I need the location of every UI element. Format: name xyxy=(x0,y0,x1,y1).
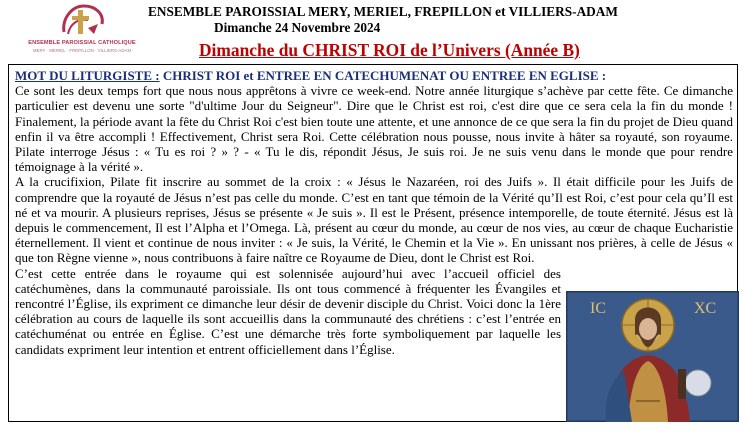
paragraph-3: C’est cette entrée dans le royaume qui est solennisée aujourd’hui avec l’accueil officiel des catéchumènes, dans la communauté paroissiale. Ils ont tous commencé à fréquenter les Évangiles et rencontré l’Église, ils expriment ce dimanche leur désir de devenir disciple du Christ. Voici donc la 1ère célébration au cours de laquelle ils sont accueillis dans la communauté des chrétiens : c’est l’entrée en catéchuménat ou entrée en Église. C’est une démarche très forte symboliquement par laquelle les candidats expriment leur intention et entrent officiellement dans l’Église. xyxy=(15,265,561,357)
parish-heading: ENSEMBLE PAROISSIAL MERY, MERIEL, FREPILLON et VILLIERS-ADAM xyxy=(148,4,618,19)
heading-text: CHRIST ROI et ENTREE EN CATECHUMENAT OU ENTREE EN EGLISE : xyxy=(159,68,607,83)
logo-name: ENSEMBLE PAROISSIAL CATHOLIQUE xyxy=(28,40,136,46)
heading-label: MOT DU LITURGISTE : xyxy=(15,68,160,83)
article-heading xyxy=(15,68,733,83)
paragraph-1: Ce sont les deux temps fort que nous nous apprêtons à vivre ce week-end. Notre année liturgique s’achève par cette fête. Ce dimanche particulier est devenu une sorte "d'ultime Jour du Seigneur". Dire que le Christ est roi, c'est dire que ce sera cela la fin du monde ! Finalement, la période avant la fête du Christ Roi c'est bien toute une attente, et une annonce de ce que sera la fin du projet de Dieu quand enfin il va être accompli ! Effectivement, Christ sera Roi. Cette célébration nous pousse, nous invite à hâter sa royauté, son royaume. Pilate interroge Jésus : « Tu es roi ? » ? - « Tu le dis, répondit Jésus, Je suis roi. Je ne suis venu dans le monde que pour rendre témoignage à la vérité ». xyxy=(15,83,733,175)
icon-letters-left: IC xyxy=(590,300,606,317)
date-heading: Dimanche 24 Novembre 2024 xyxy=(214,20,381,35)
christ-icon-image xyxy=(566,291,739,422)
page-title: Dimanche du CHRIST ROI de l’Univers (Année B) xyxy=(199,40,580,60)
parish-logo xyxy=(14,2,150,60)
logo-subtitle: MERY · MERIEL · FREPILLON · VILLIERS-ADAM xyxy=(32,48,132,53)
icon-letters-right: XC xyxy=(694,300,717,317)
paragraph-2: A la crucifixion, Pilate fit inscrire au sommet de la croix : « Jésus le Nazaréen, roi des Juifs ». Il était difficile pour les Juifs de comprendre que la royauté de Jésus n’est pas celle du monde. C’est en tant que témoin de la Vérité qu’Il est Roi, c’est pour cela qu’Il est né et va mourir. A plusieurs reprises, Jésus se présente « Je suis ». Il est le Présent, présence intemporelle, de toute éternité. Jésus est là depuis le commencement, Il est l’Alpha et l’Omega. Là, présent au cœur du monde, au cœur de nos vies, au cœur de chaque Eucharistie éternellement. Il vient et continue de nous inviter : « Je suis, la Vérité, le Chemin et la Vie ». En unissant nos prières, à celle de Jésus « que ton Règne vienne », nous contribuons à faire naître ce Royaume de Dieu, dont le Christ est Roi. xyxy=(15,174,733,266)
christ-king-icon xyxy=(566,291,739,422)
cross-logo-icon xyxy=(58,2,106,40)
